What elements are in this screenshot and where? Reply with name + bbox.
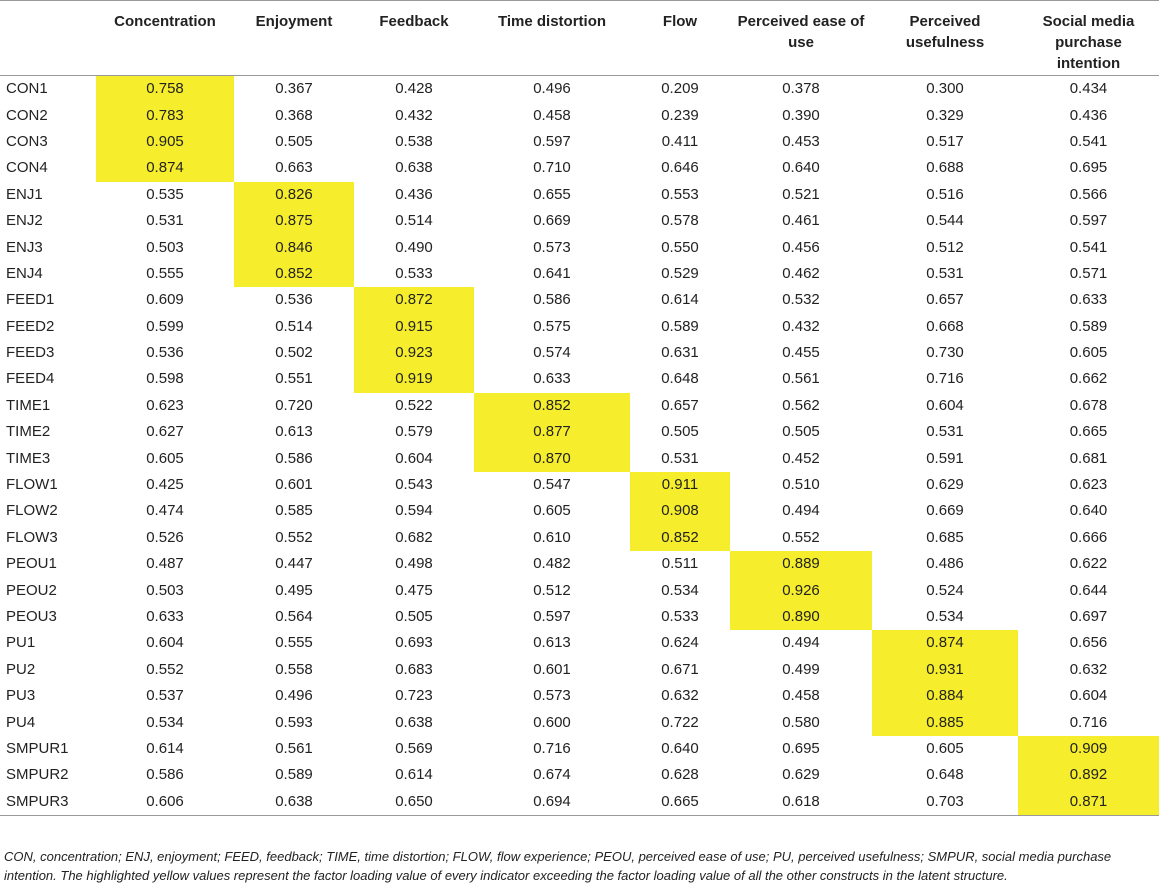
highlighted-loading-cell: 0.875 bbox=[234, 208, 354, 234]
loading-cell: 0.641 bbox=[533, 264, 571, 282]
highlighted-loading-cell: 0.852 bbox=[630, 525, 730, 551]
loading-cell: 0.601 bbox=[533, 660, 571, 678]
loading-cell: 0.532 bbox=[782, 291, 820, 309]
loading-cell: 0.609 bbox=[146, 291, 184, 309]
row-label: TIME1 bbox=[6, 396, 51, 414]
loading-cell: 0.628 bbox=[661, 766, 699, 784]
loading-cell: 0.494 bbox=[782, 634, 820, 652]
loading-cell: 0.632 bbox=[1069, 660, 1108, 678]
loading-cell: 0.597 bbox=[533, 608, 571, 625]
loading-cell: 0.618 bbox=[782, 792, 820, 810]
loading-cell: 0.510 bbox=[782, 476, 820, 494]
table-row bbox=[0, 208, 1159, 234]
table-row bbox=[0, 736, 1159, 762]
column-header: Social media purchase intention bbox=[1042, 13, 1135, 72]
loading-cell: 0.535 bbox=[146, 185, 184, 203]
loading-cell: 0.604 bbox=[926, 396, 964, 414]
row-label: PU3 bbox=[6, 687, 36, 705]
loading-cell: 0.533 bbox=[395, 264, 433, 282]
loading-cell: 0.604 bbox=[395, 449, 433, 467]
loading-cell: 0.494 bbox=[782, 502, 820, 520]
row-label: CON2 bbox=[6, 106, 48, 124]
row-label: CON3 bbox=[6, 132, 48, 150]
loading-cell: 0.657 bbox=[926, 291, 964, 309]
loading-cell: 0.428 bbox=[395, 80, 433, 98]
table-row bbox=[0, 393, 1159, 419]
loading-cell: 0.629 bbox=[782, 766, 820, 784]
table-row bbox=[0, 419, 1159, 445]
loading-cell: 0.529 bbox=[661, 264, 699, 282]
loading-cell: 0.552 bbox=[782, 528, 820, 546]
loading-cell: 0.669 bbox=[926, 502, 964, 520]
loading-cell: 0.521 bbox=[782, 185, 820, 203]
loading-cell: 0.674 bbox=[533, 766, 571, 784]
highlighted-loading-cell: 0.911 bbox=[630, 472, 730, 498]
loading-cell: 0.605 bbox=[533, 502, 571, 520]
table-row bbox=[0, 604, 1159, 630]
loading-cell: 0.671 bbox=[661, 660, 699, 678]
loading-cell: 0.669 bbox=[533, 212, 571, 230]
loading-cell: 0.614 bbox=[146, 739, 184, 757]
loading-cell: 0.453 bbox=[782, 132, 820, 150]
loading-cell: 0.573 bbox=[533, 238, 571, 256]
loading-cell: 0.534 bbox=[146, 713, 184, 731]
loading-cell: 0.434 bbox=[1069, 80, 1108, 98]
loading-cell: 0.516 bbox=[926, 185, 964, 203]
loading-cell: 0.536 bbox=[275, 291, 313, 309]
loading-cell: 0.378 bbox=[782, 80, 820, 98]
table-row bbox=[0, 630, 1159, 656]
loading-cell: 0.640 bbox=[1069, 502, 1108, 520]
row-label: FEED3 bbox=[6, 344, 55, 362]
highlighted-loading-cell: 0.890 bbox=[730, 604, 872, 630]
loading-cell: 0.522 bbox=[395, 396, 433, 414]
loading-cell: 0.531 bbox=[661, 449, 699, 467]
loading-cell: 0.646 bbox=[661, 159, 699, 177]
highlighted-loading-cell: 0.892 bbox=[1018, 762, 1159, 788]
loading-cell: 0.613 bbox=[275, 423, 313, 441]
table-row bbox=[0, 445, 1159, 471]
loading-cell: 0.239 bbox=[661, 106, 699, 124]
loading-cell: 0.623 bbox=[146, 396, 184, 414]
loading-cell: 0.600 bbox=[533, 713, 571, 731]
row-label: SMPUR3 bbox=[6, 792, 69, 810]
loading-cell: 0.534 bbox=[926, 608, 964, 625]
loading-cell: 0.517 bbox=[926, 132, 964, 150]
highlighted-loading-cell: 0.905 bbox=[96, 129, 234, 155]
row-label: SMPUR2 bbox=[6, 766, 69, 784]
loading-cell: 0.716 bbox=[926, 370, 964, 388]
table-row bbox=[0, 234, 1159, 260]
loading-cell: 0.544 bbox=[926, 212, 964, 230]
table-row bbox=[0, 762, 1159, 788]
loading-cell: 0.541 bbox=[1069, 132, 1108, 150]
loading-cell: 0.662 bbox=[1069, 370, 1108, 388]
loading-cell: 0.564 bbox=[275, 608, 313, 625]
row-label: PEOU2 bbox=[6, 581, 57, 599]
loading-cell: 0.550 bbox=[661, 238, 699, 256]
table-row bbox=[0, 709, 1159, 735]
table-row bbox=[0, 498, 1159, 524]
loading-cell: 0.678 bbox=[1069, 396, 1108, 414]
highlighted-loading-cell: 0.923 bbox=[354, 340, 474, 366]
loading-cell: 0.589 bbox=[275, 766, 313, 784]
loading-cell: 0.432 bbox=[782, 317, 820, 335]
row-label: CON1 bbox=[6, 80, 48, 98]
loading-cell: 0.432 bbox=[395, 106, 433, 124]
loading-cell: 0.505 bbox=[275, 132, 313, 150]
row-label: ENJ2 bbox=[6, 212, 43, 230]
highlighted-loading-cell: 0.826 bbox=[234, 182, 354, 208]
loading-cell: 0.668 bbox=[926, 317, 964, 335]
loading-cell: 0.605 bbox=[926, 739, 964, 757]
loading-cell: 0.605 bbox=[146, 449, 184, 467]
loading-cell: 0.499 bbox=[782, 660, 820, 678]
row-label: FEED4 bbox=[6, 370, 55, 388]
highlighted-loading-cell: 0.783 bbox=[96, 102, 234, 128]
loading-cell: 0.597 bbox=[1069, 212, 1108, 230]
loading-cell: 0.562 bbox=[782, 396, 820, 414]
loading-cell: 0.574 bbox=[533, 344, 571, 362]
highlighted-loading-cell: 0.931 bbox=[872, 657, 1018, 683]
loading-cell: 0.629 bbox=[926, 476, 964, 494]
loading-cell: 0.605 bbox=[1069, 344, 1108, 362]
loading-cell: 0.599 bbox=[146, 317, 184, 335]
column-header: Enjoyment bbox=[255, 13, 333, 30]
table-row bbox=[0, 76, 1159, 103]
loading-cell: 0.561 bbox=[275, 739, 313, 757]
loading-cell: 0.604 bbox=[146, 634, 184, 652]
loading-cell: 0.367 bbox=[275, 80, 313, 98]
loading-cell: 0.579 bbox=[395, 423, 433, 441]
loading-cell: 0.505 bbox=[782, 423, 820, 441]
column-header: Time distortion bbox=[497, 13, 607, 30]
loading-cell: 0.644 bbox=[1069, 581, 1108, 599]
loading-cell: 0.512 bbox=[926, 238, 964, 256]
loading-cell: 0.300 bbox=[926, 80, 964, 98]
loading-cell: 0.578 bbox=[661, 212, 699, 230]
loading-cell: 0.650 bbox=[395, 792, 433, 810]
highlighted-loading-cell: 0.889 bbox=[730, 551, 872, 577]
row-label: PU4 bbox=[6, 713, 36, 731]
highlighted-loading-cell: 0.852 bbox=[234, 261, 354, 287]
loading-cell: 0.511 bbox=[661, 555, 699, 573]
column-header: Flow bbox=[662, 13, 698, 30]
table-row bbox=[0, 789, 1159, 816]
loading-cell: 0.638 bbox=[275, 792, 313, 810]
loading-cell: 0.593 bbox=[275, 713, 313, 731]
table-row bbox=[0, 287, 1159, 313]
loading-cell: 0.575 bbox=[533, 317, 571, 335]
row-label: FLOW1 bbox=[6, 476, 58, 494]
loading-cell: 0.598 bbox=[146, 370, 184, 388]
loading-cell: 0.496 bbox=[275, 687, 313, 705]
loading-cell: 0.720 bbox=[275, 396, 313, 414]
loading-cell: 0.502 bbox=[275, 344, 313, 362]
loading-cell: 0.580 bbox=[782, 713, 820, 731]
table-row bbox=[0, 683, 1159, 709]
loading-cell: 0.633 bbox=[1069, 291, 1108, 309]
table-row bbox=[0, 182, 1159, 208]
highlighted-loading-cell: 0.919 bbox=[354, 366, 474, 392]
header-cell-corner bbox=[0, 1, 96, 76]
loading-cell: 0.683 bbox=[395, 660, 433, 678]
column-header: Feedback bbox=[379, 13, 449, 30]
loading-cell: 0.496 bbox=[533, 80, 571, 98]
loading-cell: 0.638 bbox=[395, 713, 433, 731]
highlighted-loading-cell: 0.915 bbox=[354, 314, 474, 340]
loading-cell: 0.461 bbox=[782, 212, 820, 230]
loading-cell: 0.447 bbox=[275, 555, 313, 573]
highlighted-loading-cell: 0.885 bbox=[872, 709, 1018, 735]
loading-cell: 0.594 bbox=[395, 502, 433, 520]
loading-cell: 0.456 bbox=[782, 238, 820, 256]
loading-cell: 0.627 bbox=[146, 423, 184, 441]
loading-cell: 0.586 bbox=[146, 766, 184, 784]
highlighted-loading-cell: 0.908 bbox=[630, 498, 730, 524]
loading-cell: 0.648 bbox=[661, 370, 699, 388]
loading-cell: 0.486 bbox=[926, 555, 964, 573]
highlighted-loading-cell: 0.874 bbox=[872, 630, 1018, 656]
table-body bbox=[0, 76, 1159, 816]
column-header: Perceived ease of use bbox=[737, 13, 865, 51]
highlighted-loading-cell: 0.852 bbox=[474, 393, 630, 419]
table-row bbox=[0, 525, 1159, 551]
loading-cell: 0.505 bbox=[395, 608, 433, 625]
loading-cell: 0.655 bbox=[533, 185, 571, 203]
loading-cell: 0.589 bbox=[661, 317, 699, 335]
loading-cell: 0.561 bbox=[782, 370, 820, 388]
loading-cell: 0.537 bbox=[146, 687, 184, 705]
row-label: FEED1 bbox=[6, 291, 55, 309]
table-row bbox=[0, 657, 1159, 683]
row-label: FLOW2 bbox=[6, 502, 58, 520]
loading-cell: 0.613 bbox=[533, 634, 571, 652]
highlighted-loading-cell: 0.846 bbox=[234, 234, 354, 260]
loading-cell: 0.633 bbox=[146, 608, 184, 625]
row-label: SMPUR1 bbox=[6, 739, 69, 757]
loading-cell: 0.614 bbox=[395, 766, 433, 784]
loading-cell: 0.586 bbox=[533, 291, 571, 309]
highlighted-loading-cell: 0.870 bbox=[474, 445, 630, 471]
loading-cell: 0.656 bbox=[1069, 634, 1108, 652]
loading-cell: 0.538 bbox=[395, 132, 433, 150]
loading-cell: 0.531 bbox=[926, 423, 964, 441]
loading-cell: 0.610 bbox=[533, 528, 571, 546]
row-label: TIME2 bbox=[6, 423, 51, 441]
loading-cell: 0.524 bbox=[926, 581, 964, 599]
loading-cell: 0.455 bbox=[782, 344, 820, 362]
loading-cell: 0.632 bbox=[661, 687, 699, 705]
highlighted-loading-cell: 0.874 bbox=[96, 155, 234, 181]
table-row bbox=[0, 472, 1159, 498]
loading-cell: 0.475 bbox=[395, 581, 433, 599]
row-label: PU1 bbox=[6, 634, 36, 652]
table-row bbox=[0, 155, 1159, 181]
table-row bbox=[0, 261, 1159, 287]
loading-cell: 0.390 bbox=[782, 106, 820, 124]
highlighted-loading-cell: 0.884 bbox=[872, 683, 1018, 709]
table-row bbox=[0, 340, 1159, 366]
table-row bbox=[0, 577, 1159, 603]
highlighted-loading-cell: 0.877 bbox=[474, 419, 630, 445]
loading-cell: 0.552 bbox=[275, 528, 313, 546]
loading-cell: 0.329 bbox=[926, 106, 964, 124]
loading-cell: 0.622 bbox=[1069, 555, 1108, 573]
loading-cell: 0.710 bbox=[533, 159, 571, 177]
loading-cell: 0.495 bbox=[275, 581, 313, 599]
loading-cell: 0.569 bbox=[395, 739, 433, 757]
loading-cell: 0.551 bbox=[275, 370, 313, 388]
loading-cell: 0.695 bbox=[1069, 159, 1108, 177]
loading-cell: 0.547 bbox=[533, 476, 571, 494]
loading-cell: 0.498 bbox=[395, 555, 433, 573]
loading-cell: 0.552 bbox=[146, 660, 184, 678]
row-label: CON4 bbox=[6, 159, 48, 177]
loading-cell: 0.648 bbox=[926, 766, 964, 784]
loading-cell: 0.589 bbox=[1069, 317, 1108, 335]
loading-cell: 0.505 bbox=[661, 423, 699, 441]
loading-cell: 0.436 bbox=[1069, 106, 1108, 124]
loading-cell: 0.665 bbox=[661, 792, 699, 810]
loading-cell: 0.566 bbox=[1069, 185, 1108, 203]
loading-cell: 0.558 bbox=[275, 660, 313, 678]
loading-cell: 0.666 bbox=[1069, 528, 1108, 546]
loading-cell: 0.631 bbox=[661, 344, 699, 362]
loading-cell: 0.503 bbox=[146, 581, 184, 599]
loading-cell: 0.688 bbox=[926, 159, 964, 177]
loading-cell: 0.614 bbox=[661, 291, 699, 309]
loading-cell: 0.541 bbox=[1069, 238, 1108, 256]
row-label: FLOW3 bbox=[6, 528, 58, 546]
loading-cell: 0.458 bbox=[782, 687, 820, 705]
loading-cell: 0.411 bbox=[661, 132, 699, 150]
loading-cell: 0.531 bbox=[926, 264, 964, 282]
loading-cell: 0.716 bbox=[533, 739, 571, 757]
table-row bbox=[0, 551, 1159, 577]
loading-cell: 0.657 bbox=[661, 396, 699, 414]
loading-cell: 0.458 bbox=[533, 106, 571, 124]
loading-cell: 0.624 bbox=[661, 634, 699, 652]
loading-cell: 0.553 bbox=[661, 185, 699, 203]
highlighted-loading-cell: 0.871 bbox=[1018, 789, 1159, 816]
table-row bbox=[0, 366, 1159, 392]
column-header: Perceived usefulness bbox=[905, 13, 985, 51]
row-label: ENJ4 bbox=[6, 264, 43, 282]
loading-cell: 0.555 bbox=[275, 634, 313, 652]
loading-cell: 0.633 bbox=[533, 370, 571, 388]
loading-cell: 0.597 bbox=[533, 132, 571, 150]
loading-cell: 0.586 bbox=[275, 449, 313, 467]
table-row bbox=[0, 314, 1159, 340]
loading-cell: 0.209 bbox=[661, 80, 699, 98]
loading-cell: 0.368 bbox=[275, 106, 313, 124]
loading-cell: 0.723 bbox=[395, 687, 433, 705]
row-label: ENJ3 bbox=[6, 238, 43, 256]
highlighted-loading-cell: 0.872 bbox=[354, 287, 474, 313]
row-label: TIME3 bbox=[6, 449, 51, 467]
loading-cell: 0.514 bbox=[275, 317, 313, 335]
loading-cell: 0.591 bbox=[926, 449, 964, 467]
row-label: PEOU3 bbox=[6, 608, 57, 625]
loading-cell: 0.512 bbox=[533, 581, 571, 599]
row-label: PU2 bbox=[6, 660, 36, 678]
loading-cell: 0.503 bbox=[146, 238, 184, 256]
loading-cell: 0.638 bbox=[395, 159, 433, 177]
loading-cell: 0.436 bbox=[395, 185, 433, 203]
highlighted-loading-cell: 0.926 bbox=[730, 577, 872, 603]
loading-cell: 0.722 bbox=[661, 713, 699, 731]
loading-cell: 0.716 bbox=[1069, 713, 1108, 731]
highlighted-loading-cell: 0.909 bbox=[1018, 736, 1159, 762]
row-label: PEOU1 bbox=[6, 555, 57, 573]
table-row bbox=[0, 129, 1159, 155]
loading-cell: 0.697 bbox=[1069, 608, 1108, 625]
loading-cell: 0.623 bbox=[1069, 476, 1108, 494]
loading-cell: 0.573 bbox=[533, 687, 571, 705]
loading-cell: 0.681 bbox=[1069, 449, 1108, 467]
loading-cell: 0.526 bbox=[146, 528, 184, 546]
column-header: Concentration bbox=[114, 13, 216, 30]
loading-cell: 0.555 bbox=[146, 264, 184, 282]
loading-cell: 0.531 bbox=[146, 212, 184, 230]
loading-cell: 0.640 bbox=[782, 159, 820, 177]
table-footnote: CON, concentration; ENJ, enjoyment; FEED, feedback; TIME, time distortion; FLOW, flow experience; PEOU, perceived ease of use; PU, perceived usefulness; SMPUR, social media purchase intention. The highlighted yellow values represent the factor loading value of every indicator exceeding the factor loading value of all the other constructs in the latent structure. bbox=[4, 849, 1112, 883]
header-row bbox=[0, 1, 1159, 76]
loading-cell: 0.543 bbox=[395, 476, 433, 494]
row-label: FEED2 bbox=[6, 317, 55, 335]
loading-cell: 0.533 bbox=[661, 608, 699, 625]
loading-cell: 0.462 bbox=[782, 264, 820, 282]
loading-cell: 0.601 bbox=[275, 476, 313, 494]
row-label: ENJ1 bbox=[6, 185, 43, 203]
loading-cell: 0.536 bbox=[146, 344, 184, 362]
loading-cell: 0.514 bbox=[395, 212, 433, 230]
loading-cell: 0.665 bbox=[1069, 423, 1108, 441]
loading-cell: 0.482 bbox=[533, 555, 571, 573]
loading-cell: 0.606 bbox=[146, 792, 184, 810]
loading-cell: 0.685 bbox=[926, 528, 964, 546]
loading-cell: 0.571 bbox=[1069, 264, 1108, 282]
loading-cell: 0.730 bbox=[926, 344, 964, 362]
loading-cell: 0.693 bbox=[395, 634, 433, 652]
loading-cell: 0.695 bbox=[782, 739, 820, 757]
loading-cell: 0.487 bbox=[146, 555, 184, 573]
table-row bbox=[0, 102, 1159, 128]
loading-cell: 0.425 bbox=[146, 476, 184, 494]
loading-cell: 0.534 bbox=[661, 581, 699, 599]
loading-cell: 0.585 bbox=[275, 502, 313, 520]
loading-cell: 0.640 bbox=[661, 739, 699, 757]
loading-cell: 0.663 bbox=[275, 159, 313, 177]
loading-cell: 0.474 bbox=[146, 502, 184, 520]
highlighted-loading-cell: 0.758 bbox=[96, 76, 234, 103]
loading-cell: 0.604 bbox=[1069, 687, 1108, 705]
loading-cell: 0.703 bbox=[926, 792, 964, 810]
loading-cell: 0.682 bbox=[395, 528, 433, 546]
loading-cell: 0.490 bbox=[395, 238, 433, 256]
loading-cell: 0.694 bbox=[533, 792, 571, 810]
loading-cell: 0.452 bbox=[782, 449, 820, 467]
